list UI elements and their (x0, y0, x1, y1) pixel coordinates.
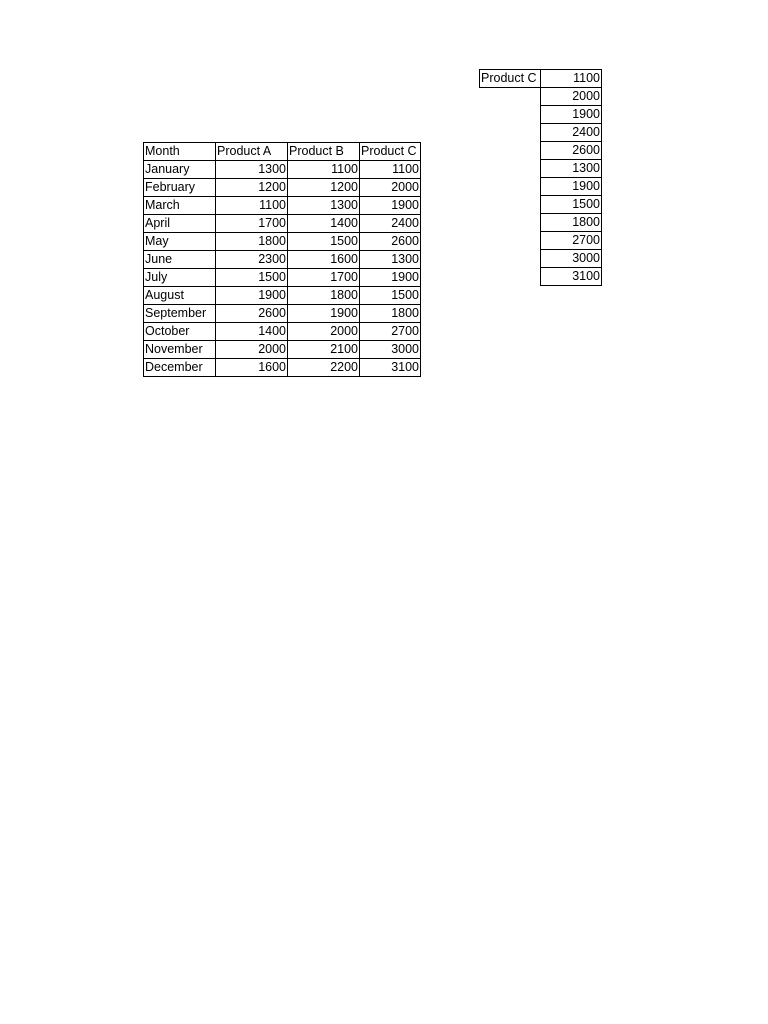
month-cell[interactable]: May (144, 233, 216, 251)
product-c-cell[interactable]: 1500 (360, 287, 421, 305)
month-cell[interactable]: June (144, 251, 216, 269)
month-cell[interactable]: April (144, 215, 216, 233)
table-row (480, 232, 602, 250)
product-c-cell[interactable]: 2400 (360, 215, 421, 233)
value-cell[interactable]: 2000 (541, 88, 602, 106)
value-cell[interactable]: 1800 (541, 214, 602, 232)
product-c-cell[interactable]: 1900 (360, 197, 421, 215)
value-cell[interactable]: 3100 (541, 268, 602, 286)
table-row (480, 178, 602, 196)
product-b-cell[interactable]: 1100 (288, 161, 360, 179)
table-row (480, 268, 602, 286)
table-row (480, 142, 602, 160)
product-b-cell[interactable]: 2200 (288, 359, 360, 377)
header-row (144, 143, 421, 161)
empty-cell (480, 232, 541, 250)
product-c-cell[interactable]: 1900 (360, 269, 421, 287)
month-cell[interactable]: December (144, 359, 216, 377)
table-row (480, 124, 602, 142)
value-cell[interactable]: 2700 (541, 232, 602, 250)
empty-cell (480, 142, 541, 160)
product-c-cell[interactable]: 1100 (360, 161, 421, 179)
month-cell[interactable]: July (144, 269, 216, 287)
value-cell[interactable]: 1100 (541, 70, 602, 88)
product-c-label-cell[interactable]: Product C (480, 70, 541, 88)
value-cell[interactable]: 2400 (541, 124, 602, 142)
empty-cell (480, 268, 541, 286)
table-row (144, 323, 421, 341)
product-c-cell[interactable]: 1800 (360, 305, 421, 323)
product-c-values-table (479, 69, 602, 286)
empty-cell (480, 124, 541, 142)
product-a-cell[interactable]: 1100 (216, 197, 288, 215)
month-cell[interactable]: August (144, 287, 216, 305)
product-b-cell[interactable]: 2000 (288, 323, 360, 341)
value-cell[interactable]: 1900 (541, 178, 602, 196)
product-c-cell[interactable]: 2600 (360, 233, 421, 251)
product-b-cell[interactable]: 1600 (288, 251, 360, 269)
empty-cell (480, 88, 541, 106)
product-a-cell[interactable]: 1700 (216, 215, 288, 233)
product-c-cell[interactable]: 2000 (360, 179, 421, 197)
product-b-cell[interactable]: 1300 (288, 197, 360, 215)
table-row (144, 287, 421, 305)
product-a-cell[interactable]: 2600 (216, 305, 288, 323)
table-row (144, 341, 421, 359)
product-a-cell[interactable]: 2000 (216, 341, 288, 359)
value-cell[interactable]: 1300 (541, 160, 602, 178)
value-cell[interactable]: 1900 (541, 106, 602, 124)
table-row (144, 215, 421, 233)
value-cell[interactable]: 2600 (541, 142, 602, 160)
table-row (480, 250, 602, 268)
product-a-cell[interactable]: 1400 (216, 323, 288, 341)
table-row (144, 161, 421, 179)
header-cell-product-c[interactable]: Product C (360, 143, 421, 161)
sales-data-table (143, 142, 421, 377)
product-c-cell[interactable]: 3000 (360, 341, 421, 359)
value-cell[interactable]: 1500 (541, 196, 602, 214)
table-row (480, 214, 602, 232)
product-c-cell[interactable]: 1300 (360, 251, 421, 269)
product-c-cell[interactable]: 3100 (360, 359, 421, 377)
table-row (144, 269, 421, 287)
table-row (144, 359, 421, 377)
table-row (144, 233, 421, 251)
empty-cell (480, 160, 541, 178)
product-b-cell[interactable]: 1200 (288, 179, 360, 197)
month-cell[interactable]: September (144, 305, 216, 323)
product-a-cell[interactable]: 1800 (216, 233, 288, 251)
product-b-cell[interactable]: 1900 (288, 305, 360, 323)
product-b-cell[interactable]: 2100 (288, 341, 360, 359)
product-c-cell[interactable]: 2700 (360, 323, 421, 341)
empty-cell (480, 196, 541, 214)
product-b-cell[interactable]: 1700 (288, 269, 360, 287)
month-cell[interactable]: November (144, 341, 216, 359)
empty-cell (480, 106, 541, 124)
table-row (144, 179, 421, 197)
table-row (480, 70, 602, 88)
table-row (480, 88, 602, 106)
month-cell[interactable]: March (144, 197, 216, 215)
table-row (144, 305, 421, 323)
header-cell-product-b[interactable]: Product B (288, 143, 360, 161)
product-a-cell[interactable]: 2300 (216, 251, 288, 269)
product-a-cell[interactable]: 1900 (216, 287, 288, 305)
month-cell[interactable]: February (144, 179, 216, 197)
table-row (480, 196, 602, 214)
table-row (480, 160, 602, 178)
table-row (144, 251, 421, 269)
product-a-cell[interactable]: 1500 (216, 269, 288, 287)
month-cell[interactable]: October (144, 323, 216, 341)
product-a-cell[interactable]: 1300 (216, 161, 288, 179)
empty-cell (480, 178, 541, 196)
empty-cell (480, 250, 541, 268)
product-b-cell[interactable]: 1400 (288, 215, 360, 233)
product-a-cell[interactable]: 1600 (216, 359, 288, 377)
product-b-cell[interactable]: 1800 (288, 287, 360, 305)
product-b-cell[interactable]: 1500 (288, 233, 360, 251)
value-cell[interactable]: 3000 (541, 250, 602, 268)
table-row (144, 197, 421, 215)
empty-cell (480, 214, 541, 232)
table-row (480, 106, 602, 124)
month-cell[interactable]: January (144, 161, 216, 179)
product-a-cell[interactable]: 1200 (216, 179, 288, 197)
header-cell-month[interactable]: Month (144, 143, 216, 161)
header-cell-product-a[interactable]: Product A (216, 143, 288, 161)
